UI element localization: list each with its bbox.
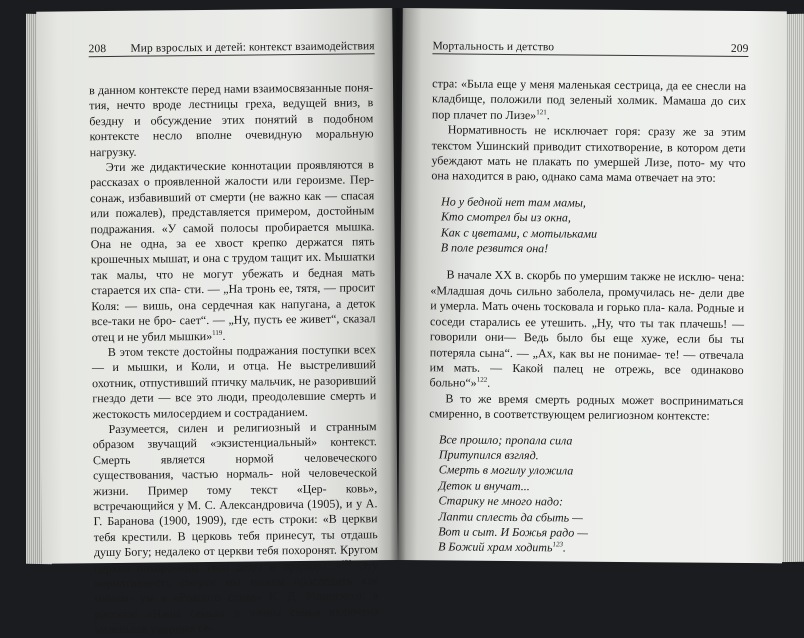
poem-line: Вот и сыт. И Божья радо — (438, 524, 588, 540)
footnote-ref: 123 (552, 540, 564, 549)
left-paragraph-4: Разумеется, силен и религиозный и странным образом звучащий «экзистенциальный» контекст. Смерть является нормой человеческого существования, частью нормаль- ной человеческой жизни. Пример тому текст «Цер- ковь», встречающийся у М. С. Александровича (1905), и у А. Г. Баранова (1900, 1909), где есть строки: «В церкви тебя крестили. В церковь тебя принесут, ты отдашь душу Богу; недалеко от церкви тебя похоронят. Кругом церкви похоронены твои деды и прадеды...»$^{120}$ Эту нормативность смерти мы можем проследить как миним- ум в «Родного слова» К. Д. Ушинского: в рассказе «Наша семья» в члены семьи включена маленькая умершая се- (92, 419, 379, 637)
left-page (36, 8, 398, 637)
left-page-text (89, 80, 379, 638)
right-page-number: 209 (730, 42, 749, 56)
poem-line: Все прошло; пропала сила (438, 431, 573, 448)
poem-line: В поле резвится она! (440, 240, 549, 256)
left-paragraph-2: Эти же дидактические коннотации проявляются в рассказах о проявленной жалости или героизме. Пер- сонаж, избавивший от смерти (не важно как — спасая или пожалев), представляется примером, достойным подражания. «У самой полосы пробирается мышка. Она не одна, за ее хвост крепко держатся пять крошечных мышат, и она с трудом тащит их. Мышатки так малы, что не могут убежать и бедная мать старается их спа- сти. — „На тронь ее, тятя, — просит Коля: — вишь, она сердечная как напугана, а деток все-таки не бро- сает“. — „Ну, пусть ее живет“, сказал отец и не убил мышки»$^{119}$. (89, 157, 376, 344)
poem-1 (441, 194, 746, 258)
right-paragraph-religious: В то же время смерть родных может восприниматься смиренно, в соответствующем религиозном контексте: (429, 391, 744, 423)
open-book (42, 8, 782, 637)
poem-line: Старику не много надо: (438, 493, 564, 509)
poem-line: В Божий храм ходить$^{123}$. (438, 539, 567, 555)
poem-line: Как с цветами, с мотыльками (440, 225, 598, 241)
right-paragraph-xx-century: В начале XX в. скорбь по умершим также не исклю- чена: «Младшая дочь сильно заболела, промучилась не- дели две и умерла. Мать очень тосковала и горько пла- кала. Родные и соседи старались ее утешить. „Ну, что ты так плачешь! — говорили они— Ведь было бы еще хуже, если бы ты потеряла сына“. — „Ах, как вы не понимае- те! — отвечала им мать. — Какой палец не отрежь, все одинаково больно“»$^{122}$. (429, 267, 745, 391)
footnote-ref: 120 (341, 558, 352, 567)
poem-line: Кто смотрел бы из окна, (440, 209, 572, 225)
poem-line: Лапти сплесть да сбыть — (438, 508, 583, 525)
book-gutter (390, 8, 406, 560)
right-page (398, 8, 787, 563)
right-page-text (428, 76, 746, 570)
right-running-head: Мортальность и детство (432, 40, 555, 54)
footnote-ref: 121 (536, 108, 547, 117)
poem-2 (438, 432, 743, 558)
poem-line: Притупился взгляд. (438, 447, 539, 463)
left-page-header (89, 40, 375, 57)
right-paragraph-intro: стра: «Была еще у меня маленькая сестрица, да ее снесли на кладбище, положили под зеленый холмик. Мамаша до сих пор плачет по Лизе»$^{121}$. (431, 76, 747, 123)
left-running-head: Мир взрослых и детей: контекст взаимодействия (130, 40, 375, 55)
right-page-header (432, 40, 748, 57)
footnote-ref: 122 (476, 375, 488, 385)
footnote-ref: 119 (212, 328, 223, 337)
poem-line: Смерть в могилу уложила (438, 462, 574, 478)
poem-line: Но у бедной нет там мамы, (441, 194, 586, 210)
left-paragraph-1: в данном контексте перед нами взаимосвязанные поня- тия, нечто вроде лестницы греха, ведущей вниз, в бездну и обсуждение этих понятий в подобном контексте несло вполне очевидную моральную нагрузку. (88, 80, 374, 159)
right-paragraph-normativity: Нормативность не исключает горя: сразу же за этим текстом Ушинский приводит стихотворение, в котором дети убеждают мать не плакать по умершей Лизе, пото- му что она находится в раю, однако сама мама отвечает на это: (431, 122, 746, 186)
poem-line: Деток и внучат... (438, 478, 530, 493)
left-page-number: 208 (88, 43, 107, 56)
left-paragraph-3: В этом тексте достойны подражания поступки всех — и мышки, и Коли, и отца. Не выстреливший охотник, отпустивший птичку мальчик, не разоривший гнездо дети — все это люди, преодолевшие смерть и жестокость милосердием и состраданием. (91, 342, 377, 421)
